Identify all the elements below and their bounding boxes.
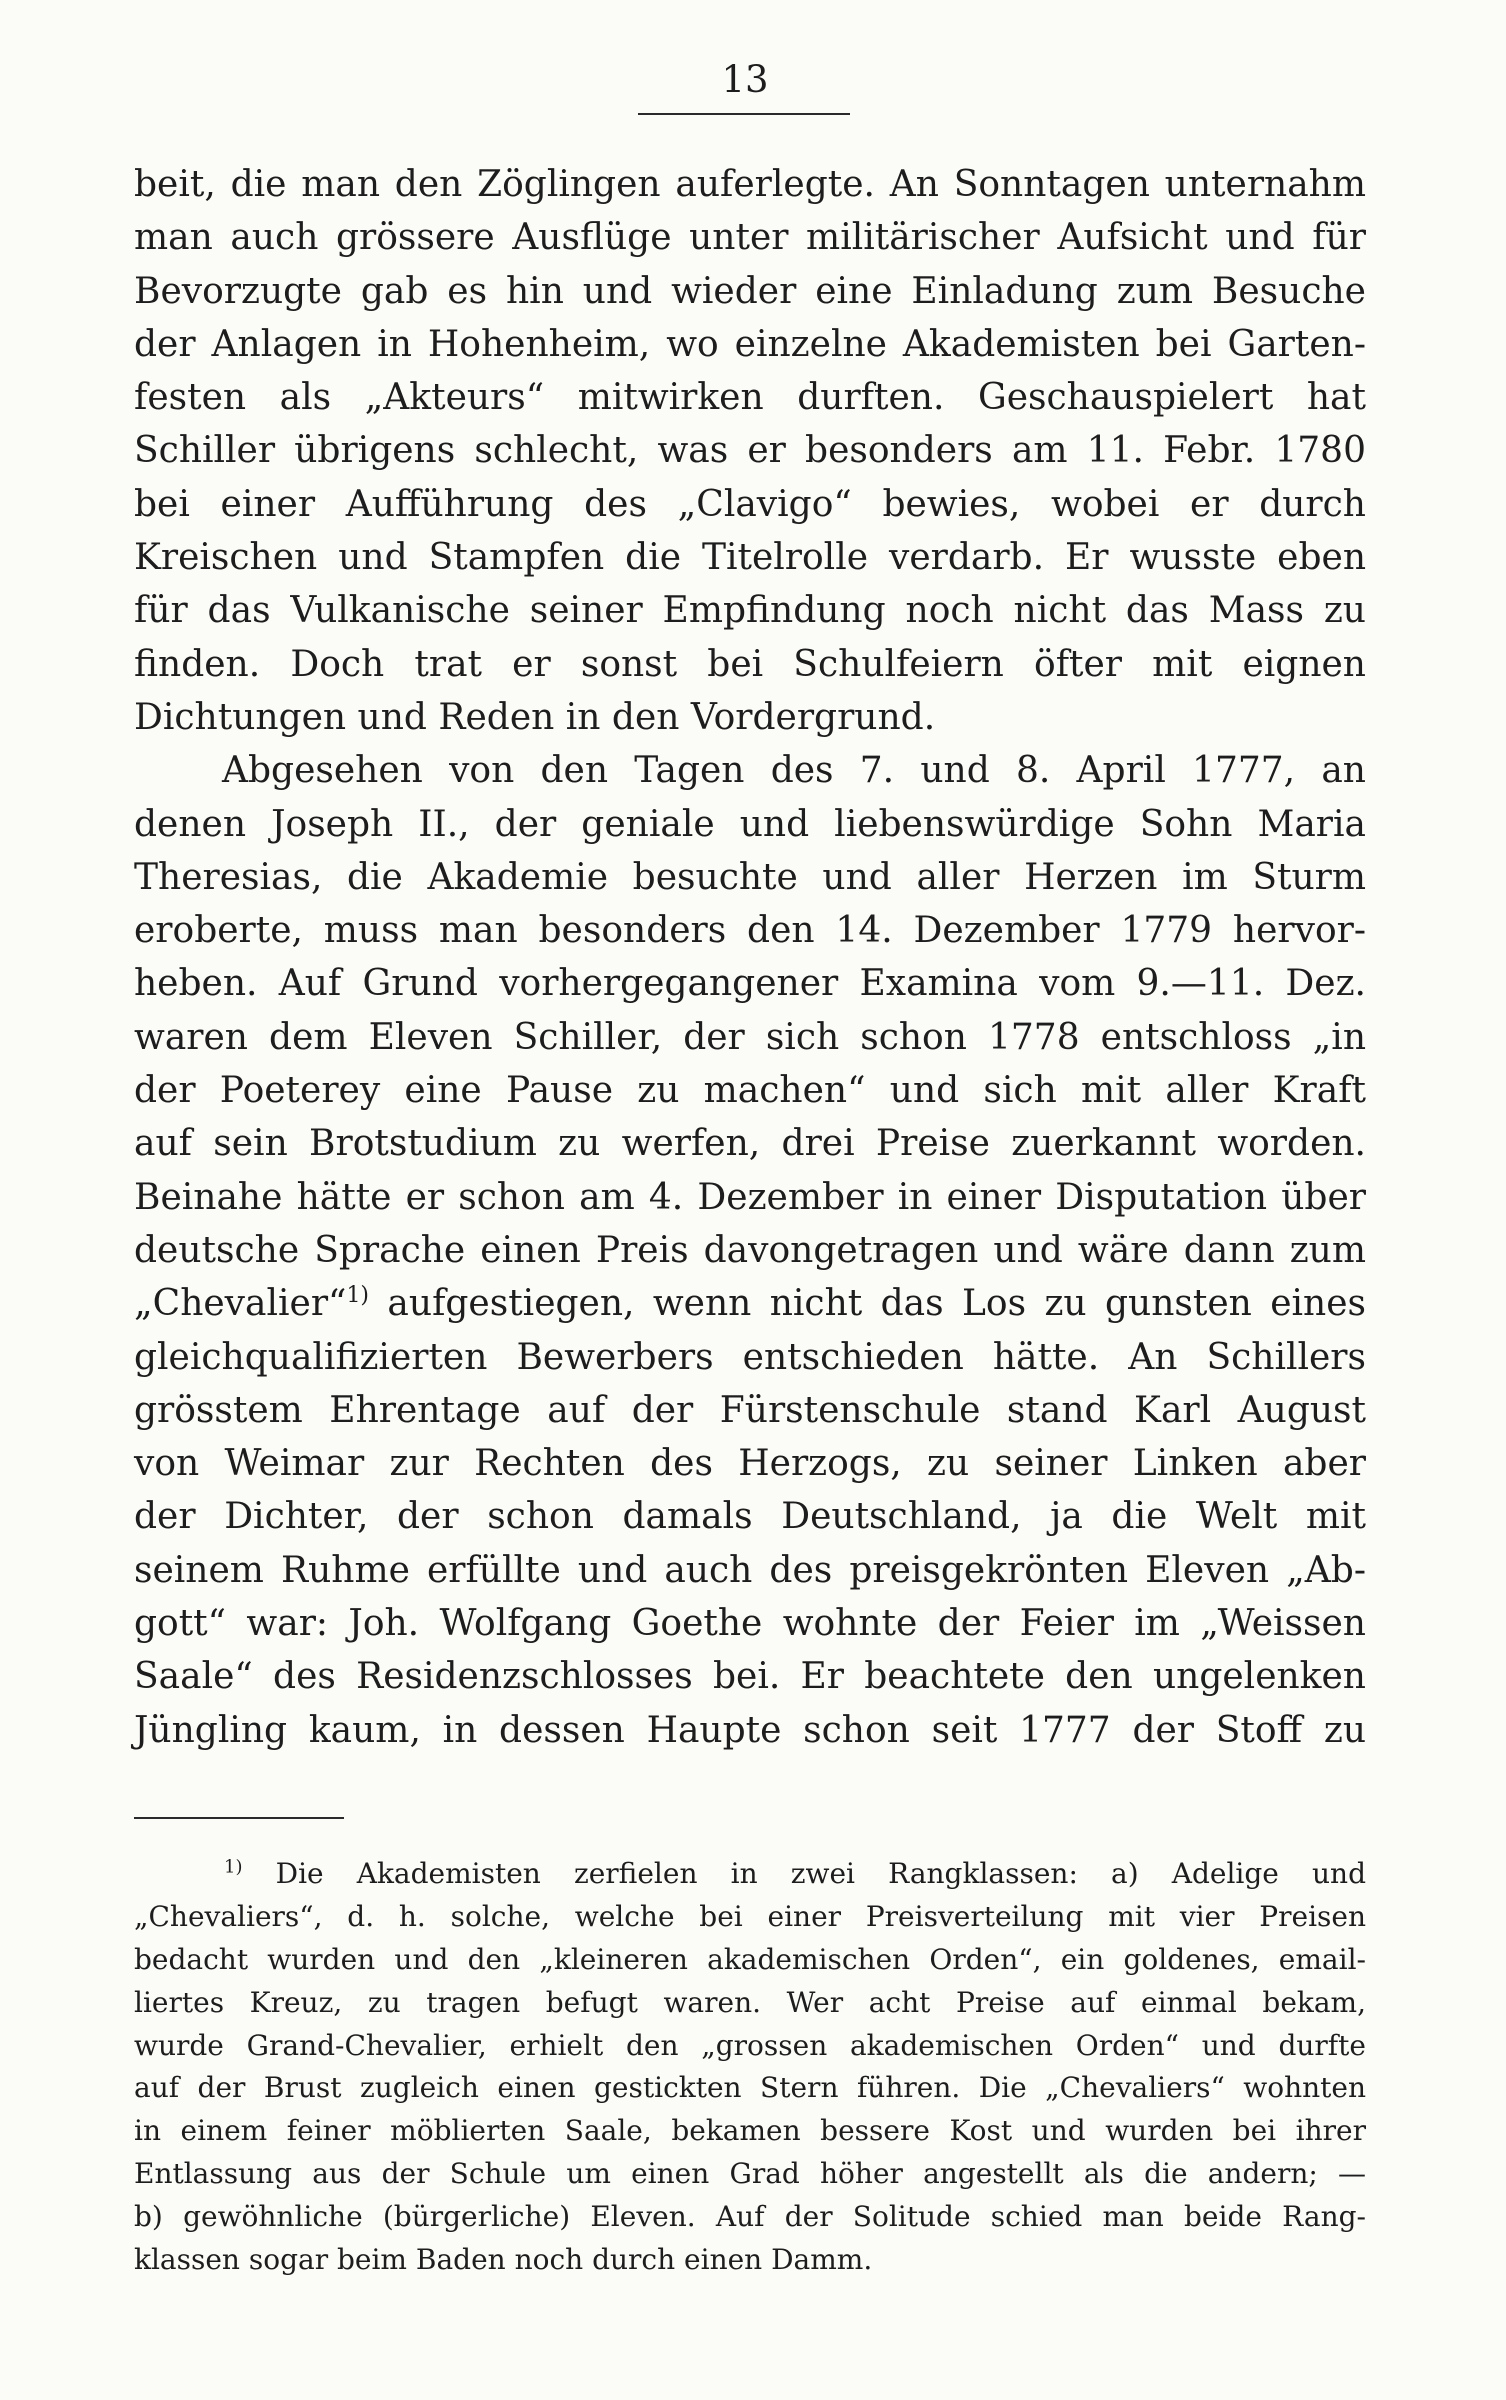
text-line: Jüngling kaum, in dessen Haupte schon seit 1777 der Stoff zu [134,1709,1366,1751]
footnote-segment: Die Akademisten zerfielen in zwei Rangklassen: a) Adelige und [242,1857,1366,1890]
text-line: Theresias, die Akademie besuchte und aller Herzen im Sturm [134,856,1366,898]
line-segment: „Chevalier“ [134,1283,347,1325]
text-line: Beinahe hätte er schon am 4. Dezember in einer Disputation über [134,1176,1366,1218]
text-line: der Poeterey eine Pause zu machen“ und sich mit aller Kraft [134,1070,1366,1112]
text-line: Kreischen und Stampfen die Titelrolle verdarb. Er wusste eben [134,537,1366,579]
paragraph-start-line: Abgesehen von den Tagen des 7. und 8. April 1777, an [222,750,1366,792]
page-number: 13 [721,58,769,101]
text-line: der Anlagen in Hohenheim, wo einzelne Akademisten bei Garten- [134,323,1366,365]
text-line: festen als „Akteurs“ mitwirken durften. Geschauspielert hat [134,377,1366,419]
footnote-line: auf der Brust zugleich einen gestickten Stern führen. Die „Chevaliers“ wohnten [134,2071,1366,2105]
footnote-line: wurde Grand-Chevalier, erhielt den „grossen akademischen Orden“ und durfte [134,2028,1366,2062]
header-rule [638,113,850,115]
footnote-line: Entlassung aus der Schule um einen Grad höher angestellt als die andern; — [134,2157,1366,2191]
text-line: eroberte, muss man besonders den 14. Dezember 1779 hervor- [134,910,1366,952]
text-line: für das Vulkanische seiner Empfindung noch nicht das Mass zu [134,590,1366,632]
text-line: denen Joseph II., der geniale und liebenswürdige Sohn Maria [134,803,1366,845]
text-line: seinem Ruhme erfüllte und auch des preisgekrönten Eleven „Ab- [134,1549,1366,1591]
text-line: auf sein Brotstudium zu werfen, drei Preise zuerkannt worden. [134,1123,1366,1165]
text-line: Schiller übrigens schlecht, was er besonders am 11. Febr. 1780 [134,430,1366,472]
paragraph-end-line: Dichtungen und Reden in den Vordergrund. [134,696,936,738]
footnote-line: in einem feiner möblierten Saale, bekamen bessere Kost und wurden bei ihrer [134,2114,1366,2148]
footnote [134,1853,1366,2282]
text-line: finden. Doch trat er sonst bei Schulfeiern öfter mit eignen [134,643,1366,685]
text-line: von Weimar zur Rechten des Herzogs, zu seiner Linken aber [134,1443,1366,1485]
text-line: Bevorzugte gab es hin und wieder eine Einladung zum Besuche [134,270,1366,312]
footnote-rule [134,1817,344,1819]
footnote-line: bedacht wurden und den „kleineren akademischen Orden“, ein goldenes, email- [134,1942,1366,1976]
text-line: waren dem Eleven Schiller, der sich schon 1778 entschloss „in [134,1016,1366,1058]
text-line: man auch grössere Ausflüge unter militärischer Aufsicht und für [134,217,1366,259]
footnote-line: „Chevaliers“, d. h. solche, welche bei einer Preisverteilung mit vier Preisen [134,1899,1366,1933]
text-line: heben. Auf Grund vorhergegangener Examina vom 9.—11. Dez. [134,963,1366,1005]
text-line: bei einer Aufführung des „Clavigo“ bewies, wobei er durch [134,483,1366,525]
main-text [134,158,1366,1757]
text-line: grösstem Ehrentage auf der Fürstenschule stand Karl August [134,1389,1366,1431]
text-line: gott“ war: Joh. Wolfgang Goethe wohnte der Feier im „Weissen [134,1603,1366,1645]
footnote-reference[interactable]: 1) [346,1283,370,1309]
footnote-line: b) gewöhnliche (bürgerliche) Eleven. Auf der Solitude schied man beide Rang- [134,2200,1366,2234]
text-line: beit, die man den Zöglingen auferlegte. An Sonntagen unternahm [134,164,1366,205]
text-line: der Dichter, der schon damals Deutschland, ja die Welt mit [134,1496,1366,1538]
footnote-first-line [134,1853,1366,1896]
footnote-mark: 1) [224,1856,243,1878]
text-line-with-footnote-mark [134,1277,1366,1330]
line-segment: aufgestiegen, wenn nicht das Los zu gunsten eines [369,1283,1366,1325]
text-line: gleichqualifizierten Bewerbers entschieden hätte. An Schillers [134,1336,1366,1378]
footnote-last-line: klassen sogar beim Baden noch durch einen Damm. [134,2243,873,2277]
text-line: Saale“ des Residenzschlosses bei. Er beachtete den ungelenken [134,1656,1366,1698]
text-line: deutsche Sprache einen Preis davongetragen und wäre dann zum [134,1229,1366,1271]
footnote-line: liertes Kreuz, zu tragen befugt waren. Wer acht Preise auf einmal bekam, [134,1985,1366,2019]
